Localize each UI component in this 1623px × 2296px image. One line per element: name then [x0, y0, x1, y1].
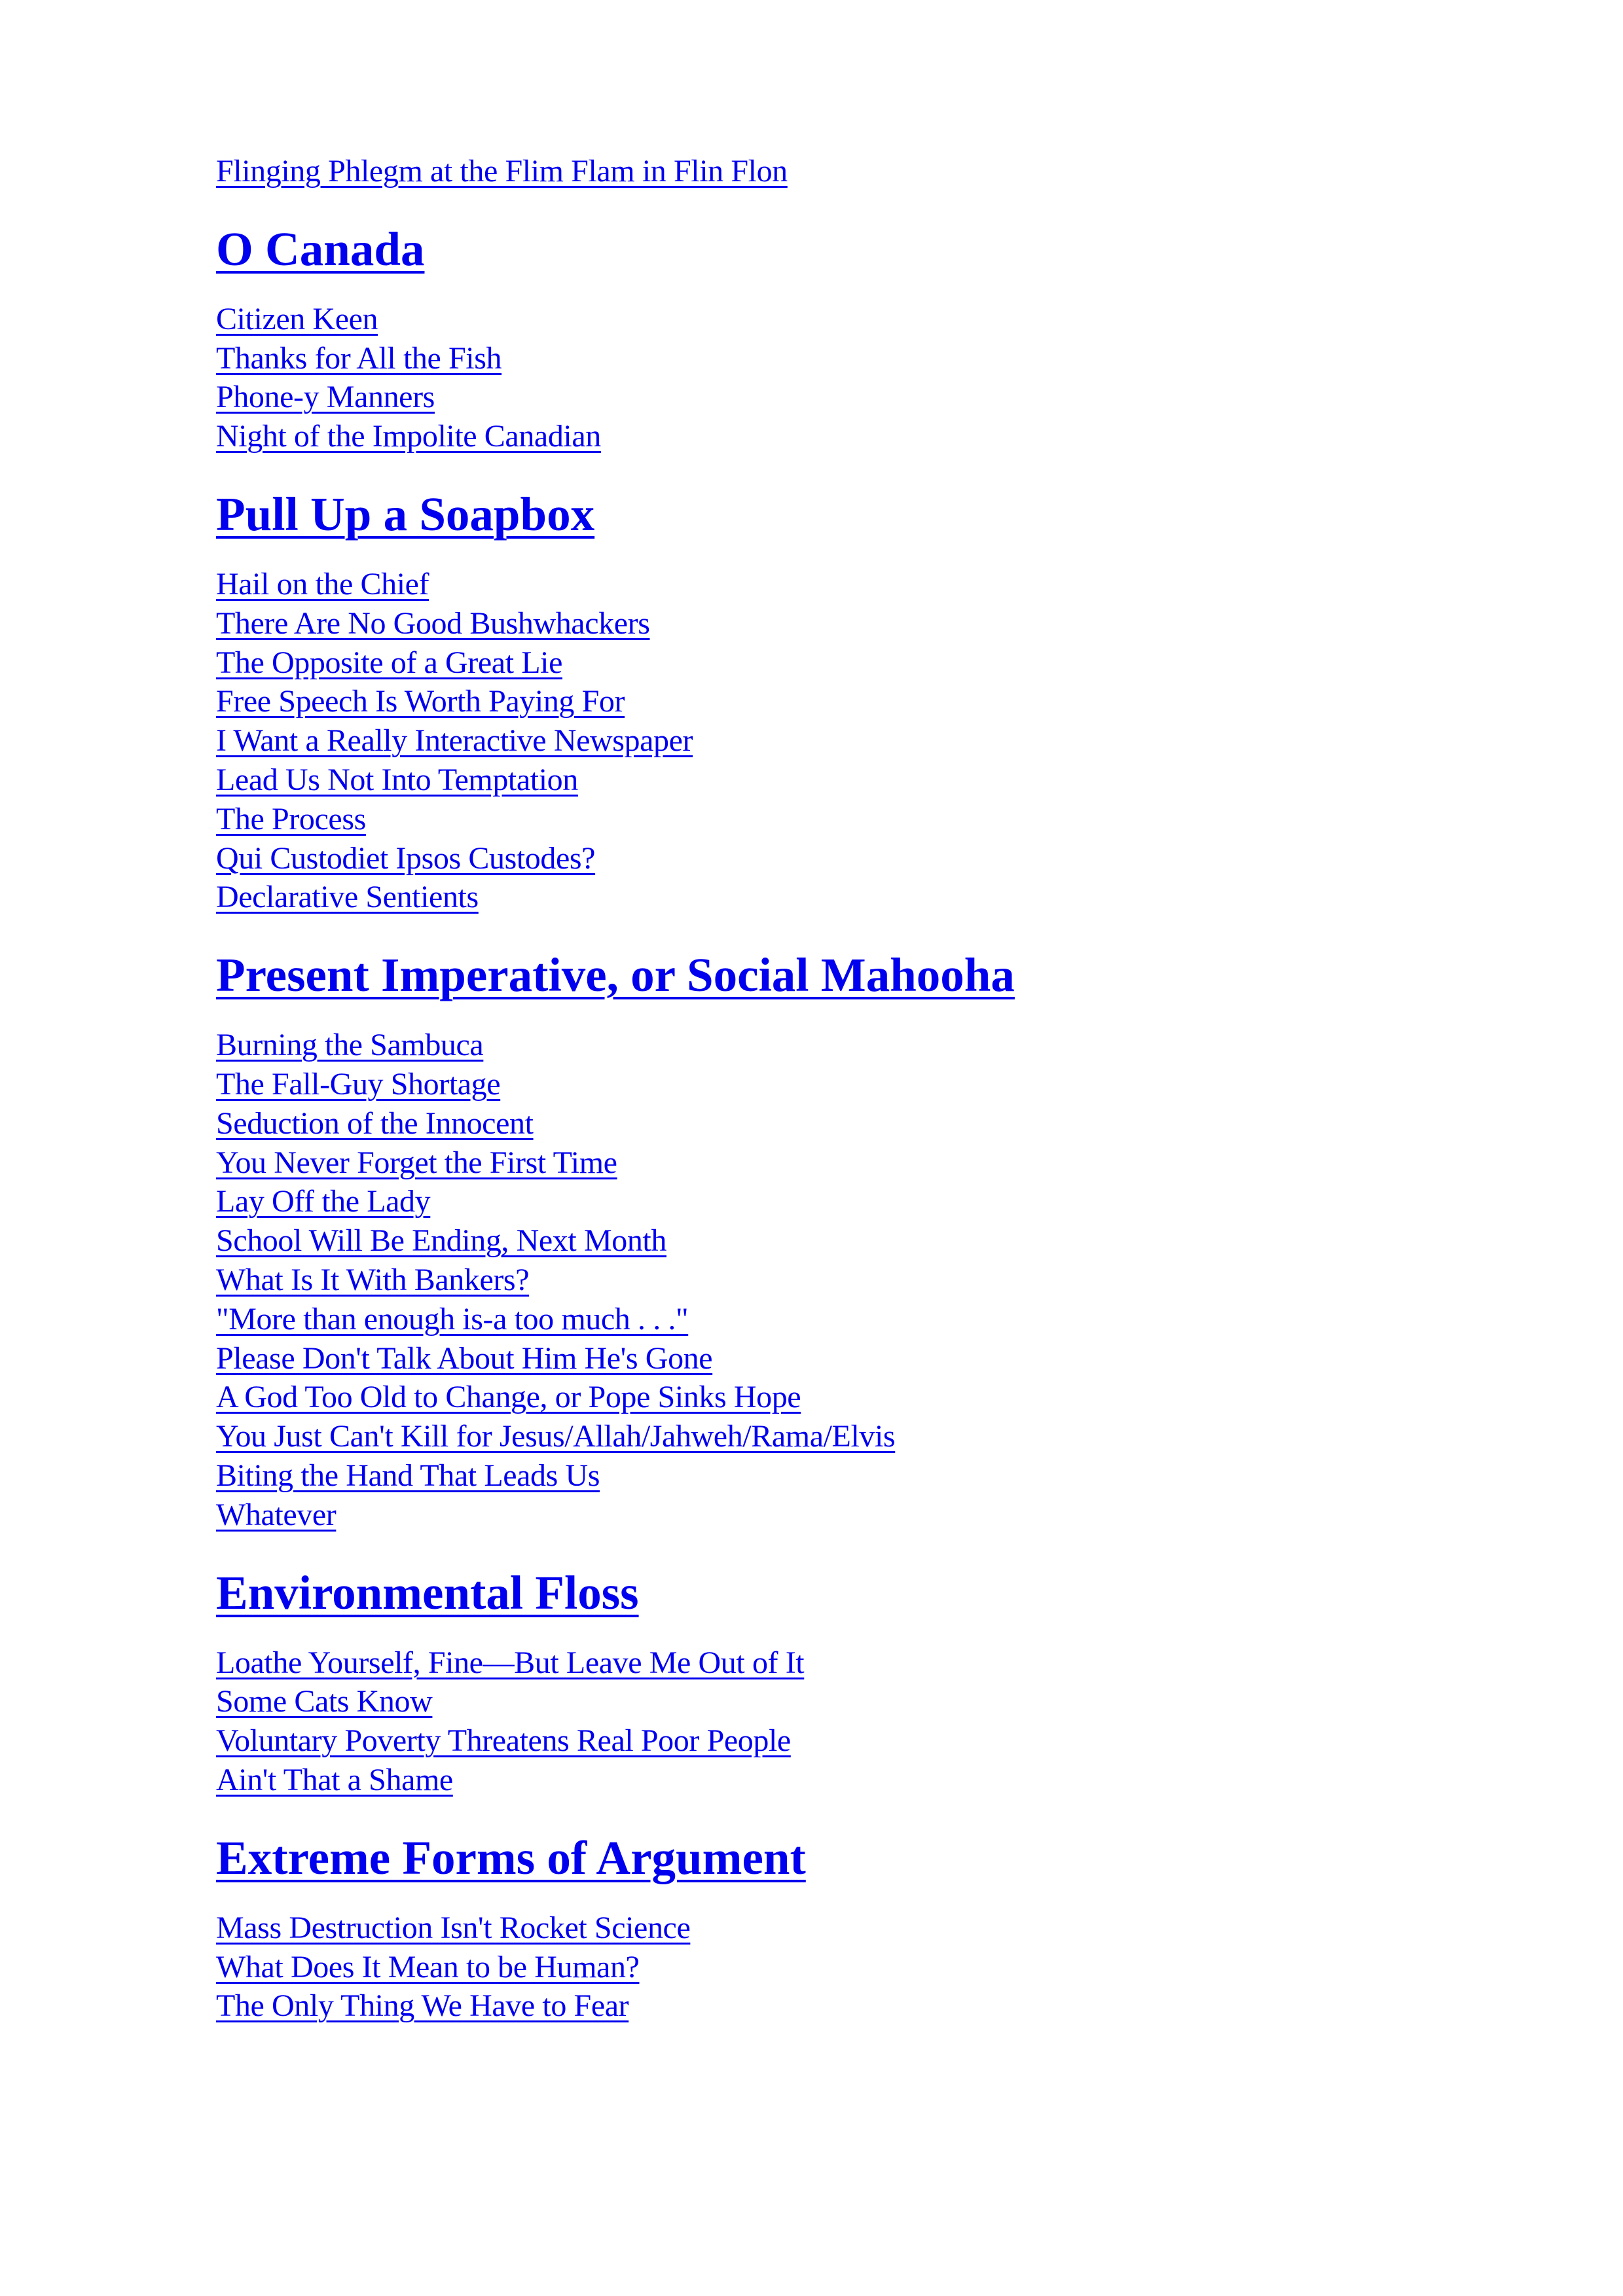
- toc-link[interactable]: Free Speech Is Worth Paying For: [216, 684, 625, 719]
- toc-link[interactable]: Whatever: [216, 1497, 337, 1532]
- section-link-list: [216, 1026, 1525, 1534]
- toc-link[interactable]: Voluntary Poverty Threatens Real Poor People: [216, 1723, 791, 1759]
- toc-link[interactable]: Ain't That a Shame: [216, 1762, 453, 1797]
- toc-link[interactable]: You Just Can't Kill for Jesus/Allah/Jahweh/Rama/Elvis: [216, 1419, 896, 1454]
- toc-link[interactable]: Seduction of the Innocent: [216, 1105, 534, 1141]
- section-title-link[interactable]: O Canada: [216, 222, 425, 276]
- toc-link[interactable]: Phone-y Manners: [216, 380, 435, 415]
- section-title-link[interactable]: Extreme Forms of Argument: [216, 1831, 806, 1884]
- toc-link[interactable]: Citizen Keen: [216, 301, 378, 336]
- toc-link[interactable]: Lead Us Not Into Temptation: [216, 762, 578, 797]
- section-heading: [216, 485, 1525, 544]
- toc-link[interactable]: Hail on the Chief: [216, 566, 429, 601]
- section-heading: [216, 946, 1525, 1005]
- toc-link[interactable]: The Only Thing We Have to Fear: [216, 1988, 629, 2024]
- toc-link[interactable]: Declarative Sentients: [216, 880, 479, 915]
- section-heading: [216, 1829, 1525, 1888]
- section-link-list: [216, 565, 1525, 917]
- toc-link[interactable]: Biting the Hand That Leads Us: [216, 1458, 600, 1493]
- toc-link[interactable]: A God Too Old to Change, or Pope Sinks Hope: [216, 1380, 801, 1415]
- toc-link[interactable]: Burning the Sambuca: [216, 1028, 484, 1063]
- toc-link[interactable]: I Want a Really Interactive Newspaper: [216, 723, 693, 759]
- section-heading: [216, 1564, 1525, 1623]
- toc-link[interactable]: What Does It Mean to be Human?: [216, 1949, 640, 1984]
- section-title-link[interactable]: Environmental Floss: [216, 1566, 639, 1619]
- toc-link[interactable]: There Are No Good Bushwhackers: [216, 605, 650, 641]
- table-of-contents: [216, 152, 1525, 2026]
- section-heading: [216, 220, 1525, 279]
- toc-link[interactable]: What Is It With Bankers?: [216, 1262, 530, 1297]
- section-title-link[interactable]: Present Imperative, or Social Mahooha: [216, 948, 1015, 1002]
- toc-link[interactable]: Mass Destruction Isn't Rocket Science: [216, 1910, 691, 1945]
- toc-link[interactable]: Thanks for All the Fish: [216, 340, 502, 376]
- intro-link-list: [216, 152, 1525, 191]
- toc-link[interactable]: The Opposite of a Great Lie: [216, 645, 562, 680]
- toc-link[interactable]: School Will Be Ending, Next Month: [216, 1223, 666, 1259]
- toc-link[interactable]: Some Cats Know: [216, 1684, 433, 1719]
- section-link-list: [216, 300, 1525, 456]
- toc-link[interactable]: Flinging Phlegm at the Flim Flam in Flin Flon: [216, 154, 788, 188]
- toc-link[interactable]: Loathe Yourself, Fine—But Leave Me Out of It: [216, 1645, 805, 1680]
- toc-link[interactable]: You Never Forget the First Time: [216, 1145, 617, 1180]
- section-title-link[interactable]: Pull Up a Soapbox: [216, 487, 595, 541]
- toc-link[interactable]: Lay Off the Lady: [216, 1184, 431, 1219]
- section-link-list: [216, 1909, 1525, 2026]
- toc-link[interactable]: Qui Custodiet Ipsos Custodes?: [216, 840, 596, 876]
- section-link-list: [216, 1643, 1525, 1800]
- toc-link[interactable]: "More than enough is-a too much . . .": [216, 1301, 689, 1336]
- toc-link[interactable]: Please Don't Talk About Him He's Gone: [216, 1340, 713, 1376]
- toc-link[interactable]: The Fall-Guy Shortage: [216, 1066, 501, 1102]
- toc-link[interactable]: The Process: [216, 801, 366, 836]
- toc-link[interactable]: Night of the Impolite Canadian: [216, 419, 601, 454]
